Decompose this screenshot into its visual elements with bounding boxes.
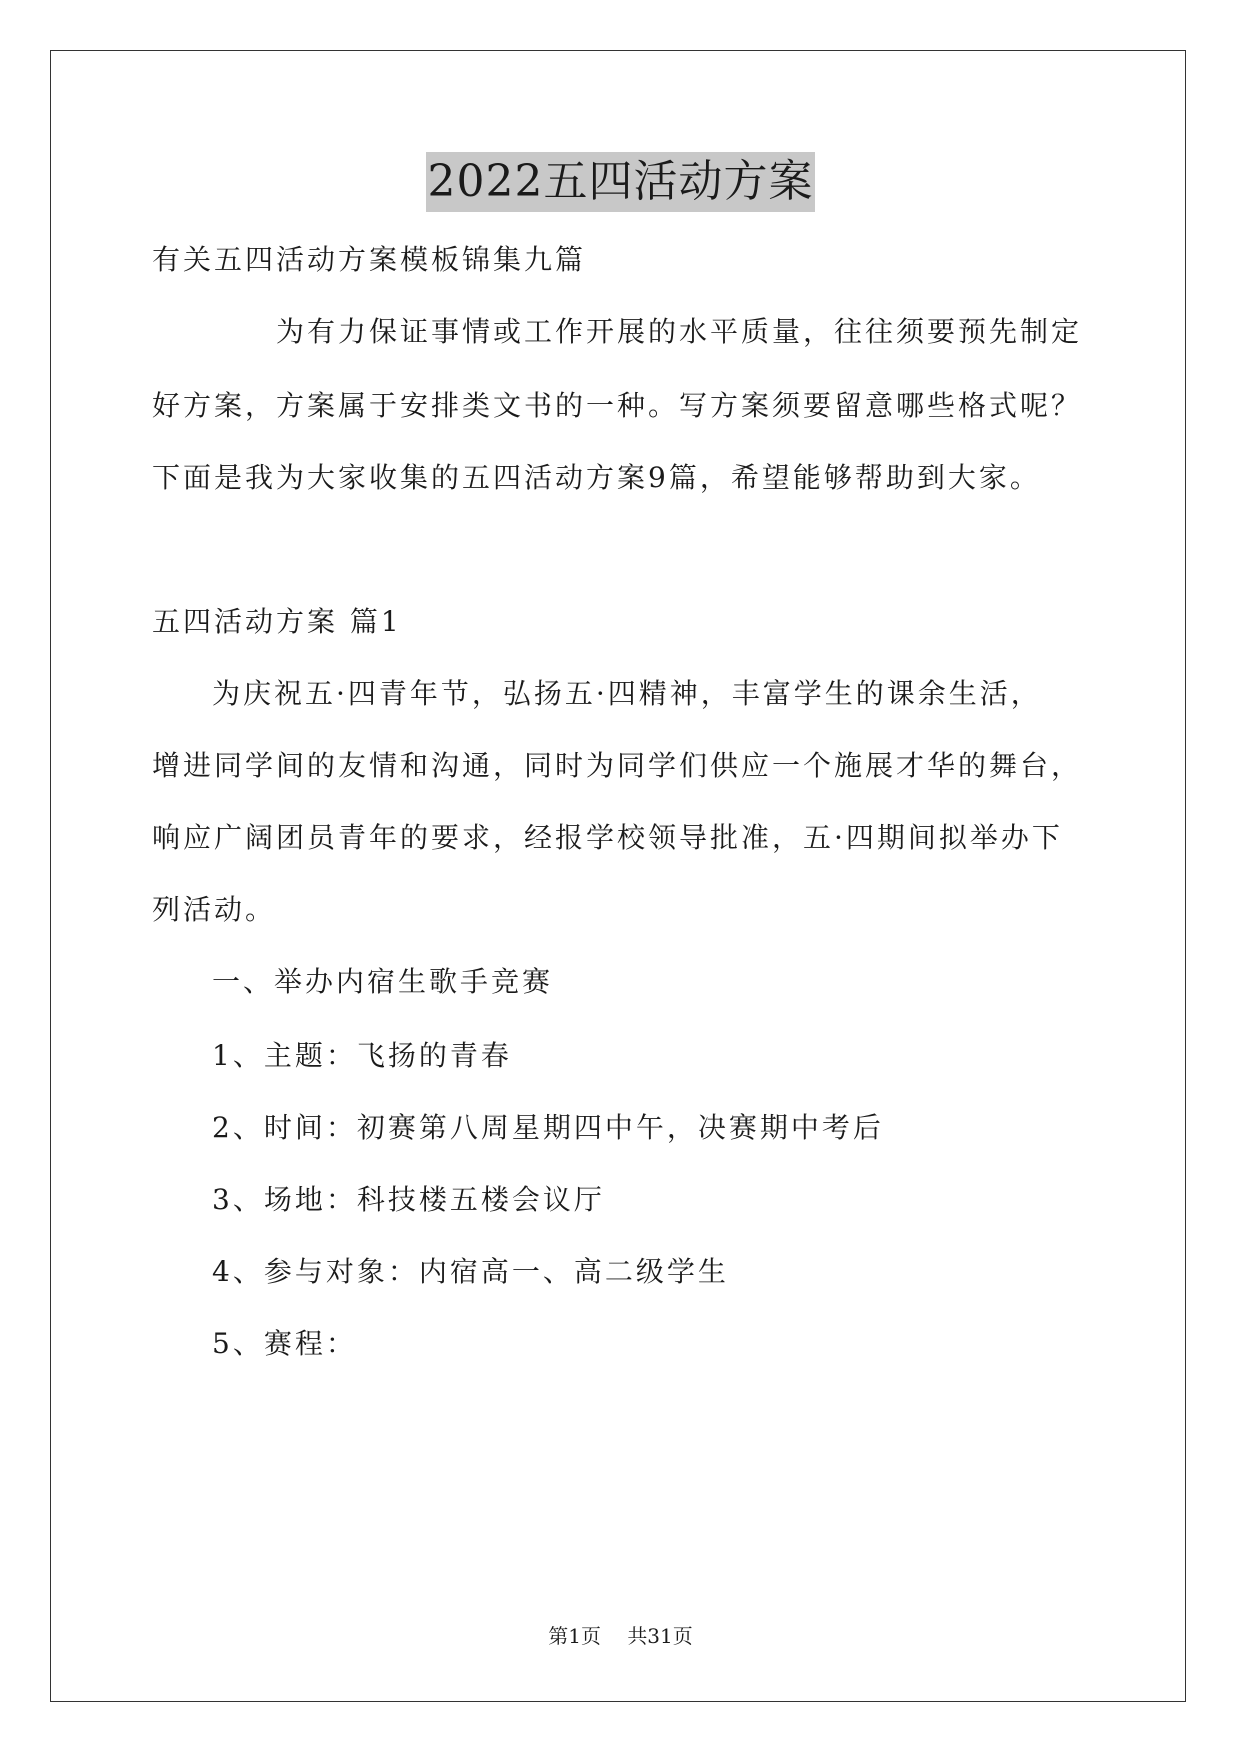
page-border: [50, 50, 1186, 1702]
intro-line-2: 好方案，方案属于安排类文书的一种。写方案须要留意哪些格式呢？: [152, 389, 1083, 422]
document-title: 2022五四活动方案: [426, 152, 816, 212]
section-line-1: 为庆祝五·四青年节，弘扬五·四精神，丰富学生的课余生活，: [212, 677, 1042, 710]
total-pages: 共31页: [627, 1624, 693, 1648]
section-line-3: 响应广阔团员青年的要求，经报学校领导批准，五·四期间拟举办下: [152, 821, 1063, 854]
list-item: 3、场地：科技楼五楼会议厅: [212, 1183, 605, 1216]
intro-line-3: 下面是我为大家收集的五四活动方案9篇，希望能够帮助到大家。: [152, 461, 1041, 494]
section-line-4: 列活动。: [152, 893, 277, 926]
list-item: 5、赛程：: [212, 1327, 357, 1360]
page-footer: [0, 1622, 1241, 1650]
intro-line-1: 为有力保证事情或工作开展的水平质量，往往须要预先制定: [276, 315, 1083, 348]
item-heading: 一、举办内宿生歌手竞赛: [212, 965, 554, 998]
list-item: 4、参与对象：内宿高一、高二级学生: [212, 1255, 729, 1288]
section-line-2: 增进同学间的友情和沟通，同时为同学们供应一个施展才华的舞台，: [152, 749, 1083, 782]
document-subtitle: 有关五四活动方案模板锦集九篇: [152, 243, 587, 276]
page-number: 第1页: [548, 1624, 601, 1648]
list-item: 2、时间：初赛第八周星期四中午，决赛期中考后: [212, 1111, 884, 1144]
section-heading: 五四活动方案 篇1: [152, 605, 402, 638]
title-container: [0, 152, 1241, 212]
list-item: 1、主题：飞扬的青春: [212, 1039, 512, 1072]
